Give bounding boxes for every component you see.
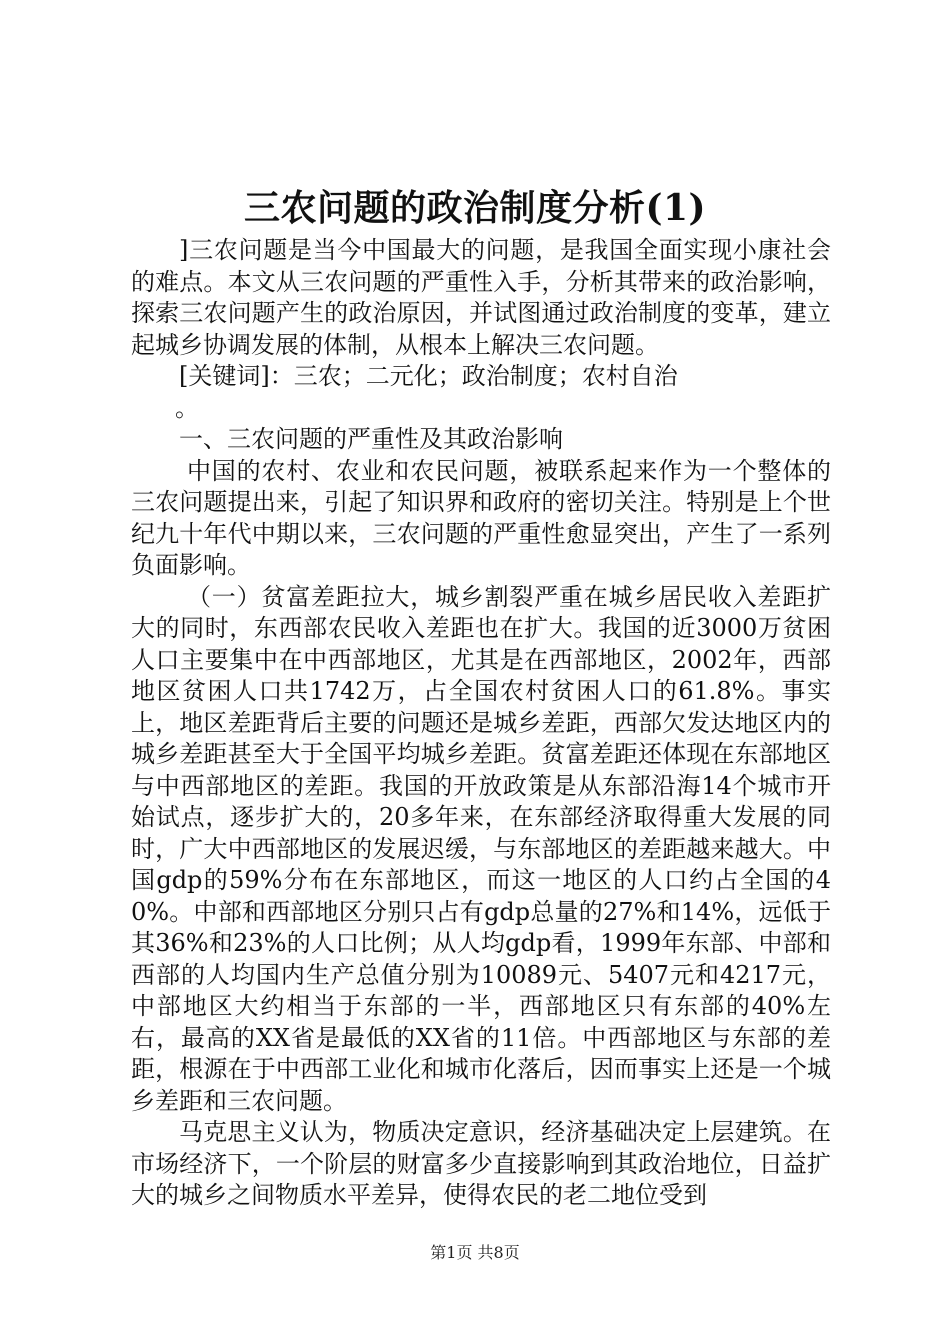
body-paragraph: 中国的农村、农业和农民问题，被联系起来作为一个整体的三农问题提出来，引起了知识界和政府的密切关注。特别是上个世纪九十年代中期以来，三农问题的严重性愈显突出，产生了一系列负面影响。: [131, 456, 831, 579]
section-heading: 一、三农问题的严重性及其政治影响: [179, 425, 563, 453]
abstract-paragraph: ]三农问题是当今中国最大的问题，是我国全面实现小康社会的难点。本文从三农问题的严重性入手，分析其带来的政治影响，探索三农问题产生的政治原因，并试图通过政治制度的变革，建立起城乡协调发展的体制，从根本上解决三农问题。: [131, 236, 831, 359]
body-paragraph: 马克思主义认为，物质决定意识，经济基础决定上层建筑。在市场经济下，一个阶层的财富多少直接影响到其政治地位，日益扩大的城乡之间物质水平差异，使得农民的老二地位受到: [131, 1118, 831, 1209]
subsection-paragraph: （一）贫富差距拉大，城乡割裂严重在城乡居民收入差距扩大的同时，东西部农民收入差距也在扩大。我国的近3000万贫困人口主要集中在中西部地区，尤其是在西部地区，2002年，西部地区贫困人口共1742万，占全国农村贫困人口的61.8%。事实上，地区差距背后主要的问题还是城乡差距，西部欠发达地区内的城乡差距甚至大于全国平均城乡差距。贫富差距还体现在东部地区与中西部地区的差距。我国的开放政策是从东部沿海14个城市开始试点，逐步扩大的，20多年来，在东部经济取得重大发展的同时，广大中西部地区的发展迟缓，与东部地区的差距越来越大。中国gdp的59%分布在东部地区，而这一地区的人口约占全国的40%。中部和西部地区分别只占有gdp总量的27%和14%，远低于其36%和23%的人口比例；从人均gdp看，1999年东部、中部和西部的人均国内生产总值分别为10089元、5407元和4217元，中部地区大约相当于东部的一半，西部地区只有东部的40%左右，最高的XX省是最低的XX省的11倍。中西部地区与东部的差距，根源在于中西部工业化和城市化落后，因而事实上还是一个城乡差距和三农问题。: [131, 582, 831, 1115]
keywords-line: [关键词]：三农；二元化；政治制度；农村自治: [179, 362, 678, 390]
document-title: 三农问题的政治制度分析(1): [243, 187, 707, 229]
page-footer: 第1页 共8页: [430, 1243, 520, 1262]
document-body: [131, 235, 831, 1212]
punctuation-line: 。: [175, 393, 199, 422]
